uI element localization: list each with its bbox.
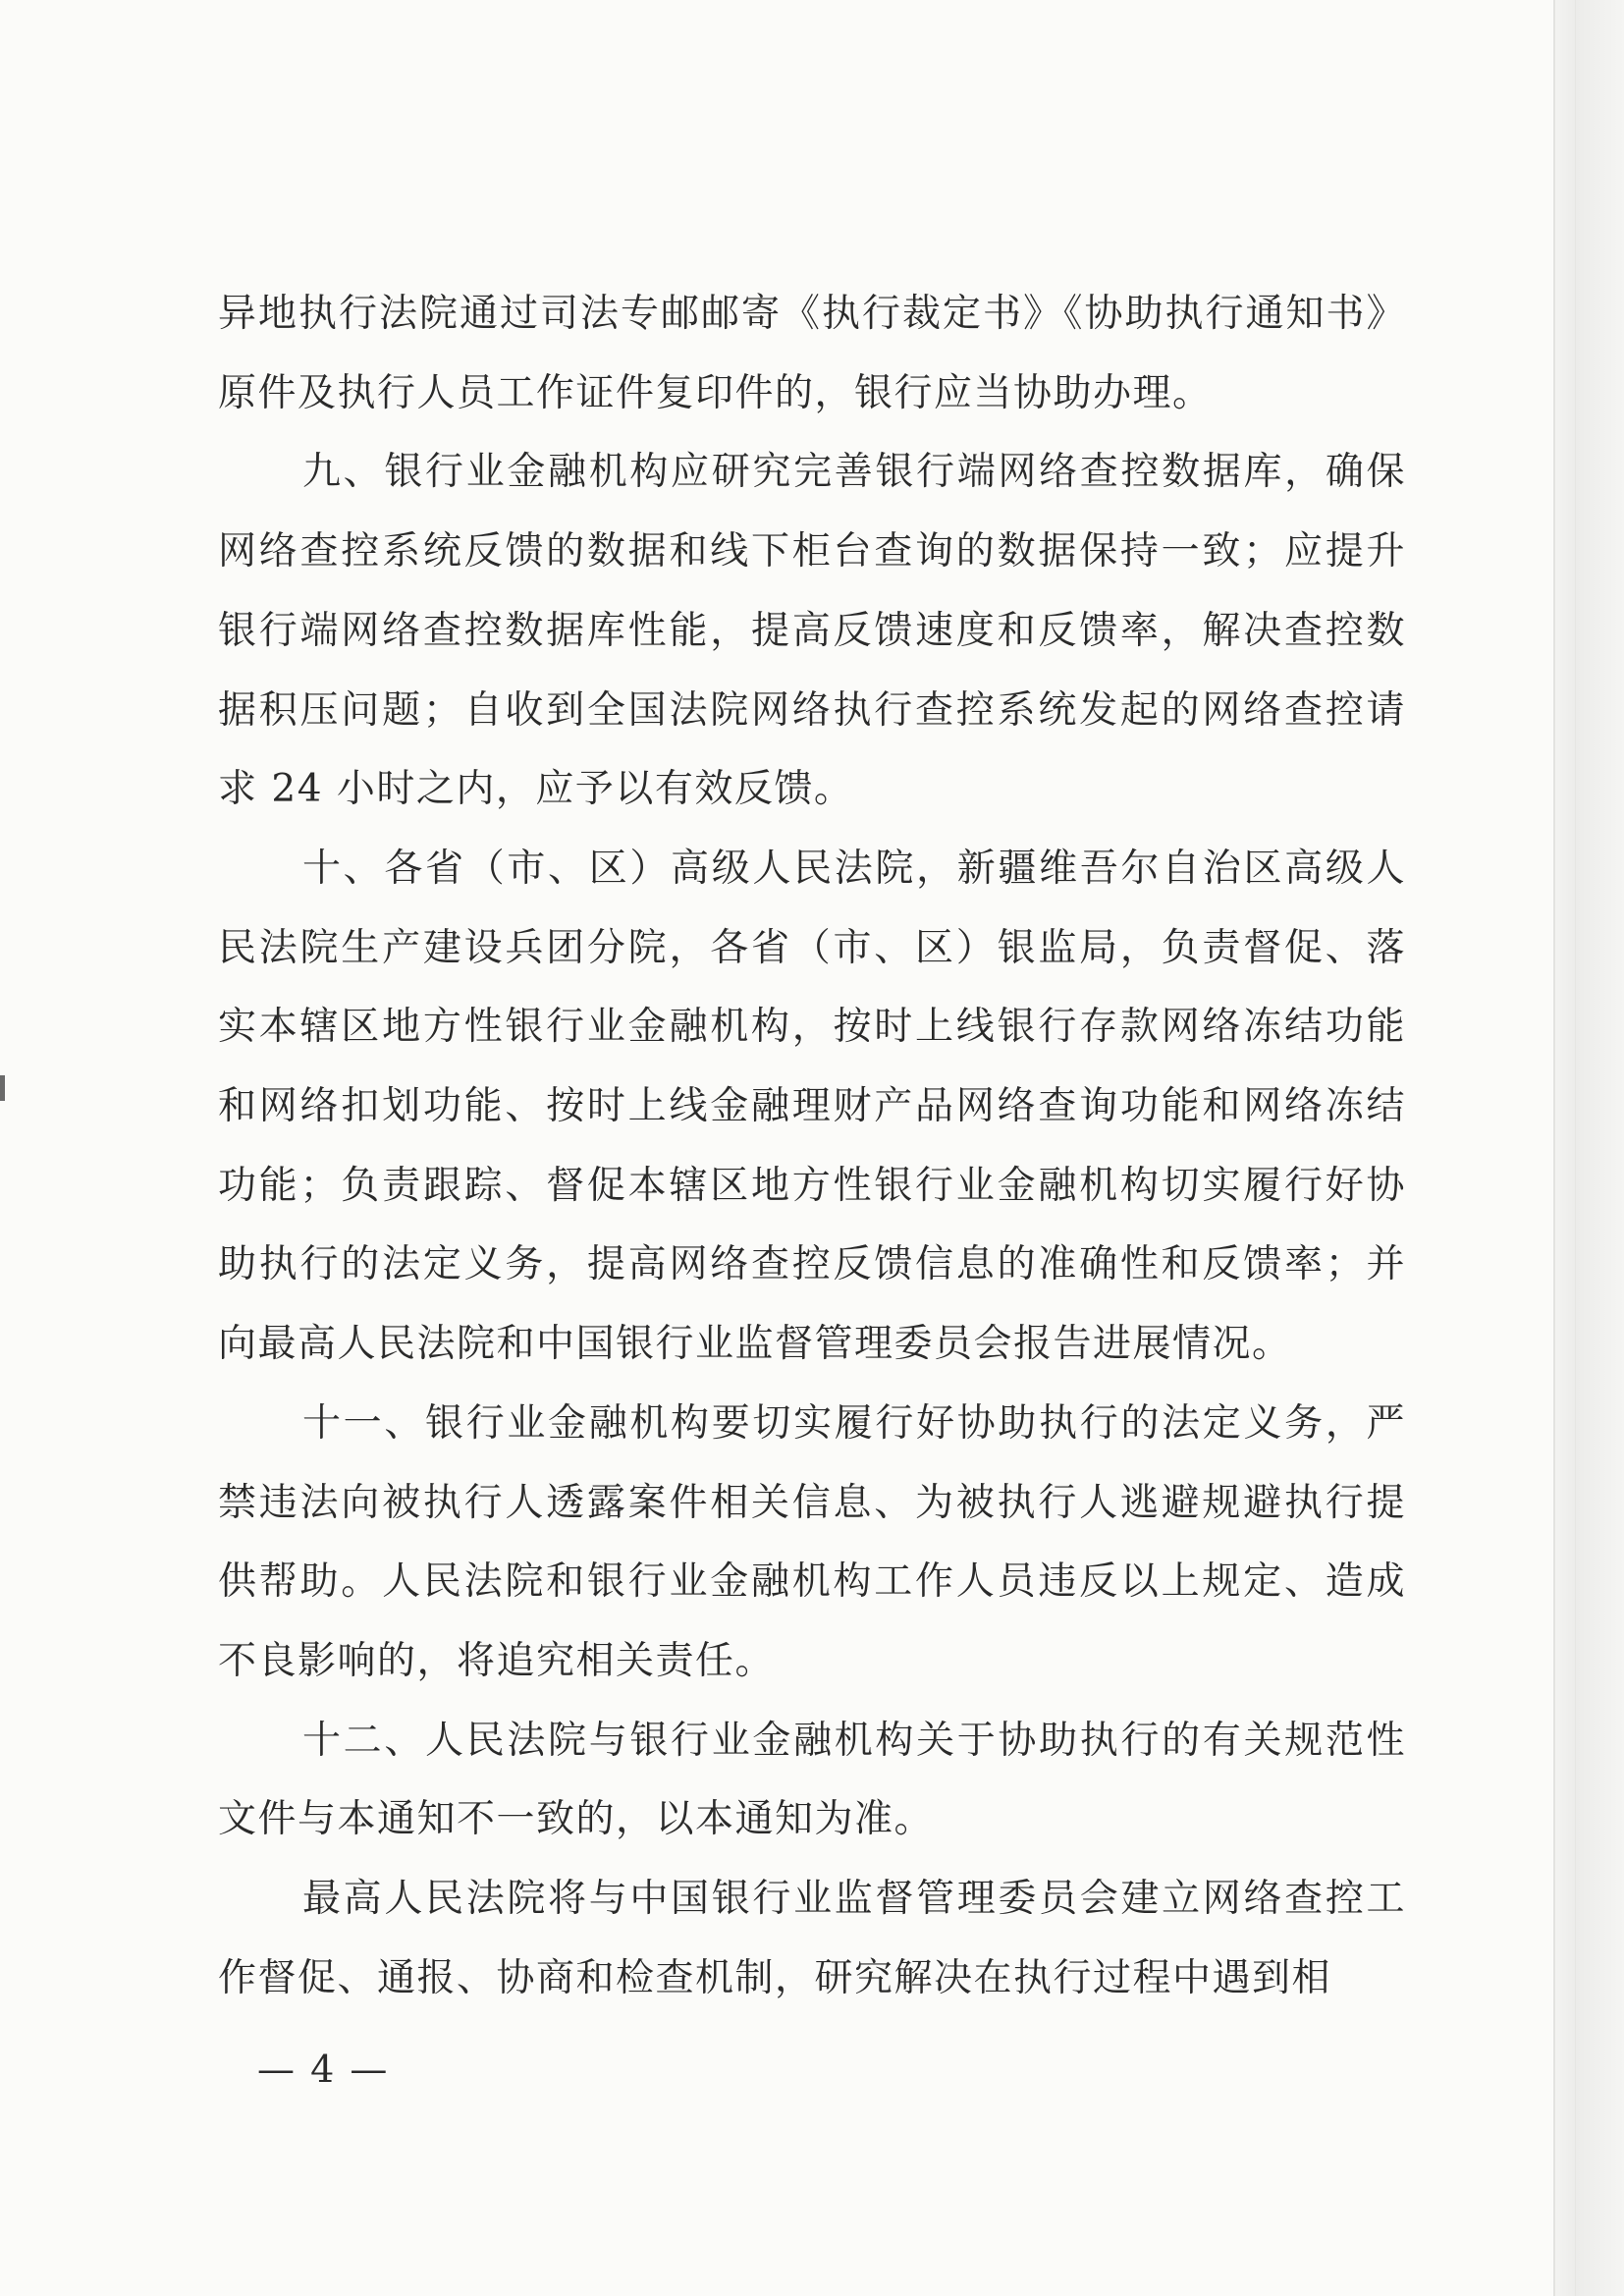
paragraph-item-10: 十、各省（市、区）高级人民法院，新疆维吾尔自治区高级人民法院生产建设兵团分院，各省（市、区）银监局，负责督促、落实本辖区地方性银行业金融机构，按时上线银行存款网络冻结功能和网络扣划功能、按时上线金融理财产品网络查询功能和网络冻结功能；负责跟踪、督促本辖区地方性银行业金融机构切实履行好协助执行的法定义务，提高网络查控反馈信息的准确性和反馈率；并向最高人民法院和中国银行业监督管理委员会报告进展情况。 [218, 846, 1406, 1367]
paragraph-item-12: 十二、人民法院与银行业金融机构关于协助执行的有关规范性文件与本通知不一致的，以本通知为准。 [218, 1718, 1406, 1842]
paragraph-item-9: 九、银行业金融机构应研究完善银行端网络查控数据库，确保网络查控系统反馈的数据和线下柜台查询的数据保持一致；应提升银行端网络查控数据库性能，提高反馈速度和反馈率，解决查控数据积压问题；自收到全国法院网络执行查控系统发起的网络查控请求 24 小时之内，应予以有效反馈。 [218, 450, 1406, 812]
scan-mark [0, 1075, 5, 1101]
page-edge-shadow [1553, 0, 1624, 2296]
paragraph-item-11: 十一、银行业金融机构要切实履行好协助执行的法定义务，严禁违法向被执行人透露案件相关信息、为被执行人逃避规避执行提供帮助。人民法院和银行业金融机构工作人员违反以上规定、造成不良影响的，将追究相关责任。 [218, 1400, 1406, 1683]
paragraph-closing: 最高人民法院将与中国银行业监督管理委员会建立网络查控工作督促、通报、协商和检查机制，研究解决在执行过程中遇到相 [218, 1877, 1406, 2000]
paragraph-continuation: 异地执行法院通过司法专邮邮寄《执行裁定书》《协助执行通知书》原件及执行人员工作证件复印件的，银行应当协助办理。 [218, 292, 1406, 415]
document-body [218, 275, 1406, 2018]
page-number: — 4 — [257, 2048, 390, 2091]
